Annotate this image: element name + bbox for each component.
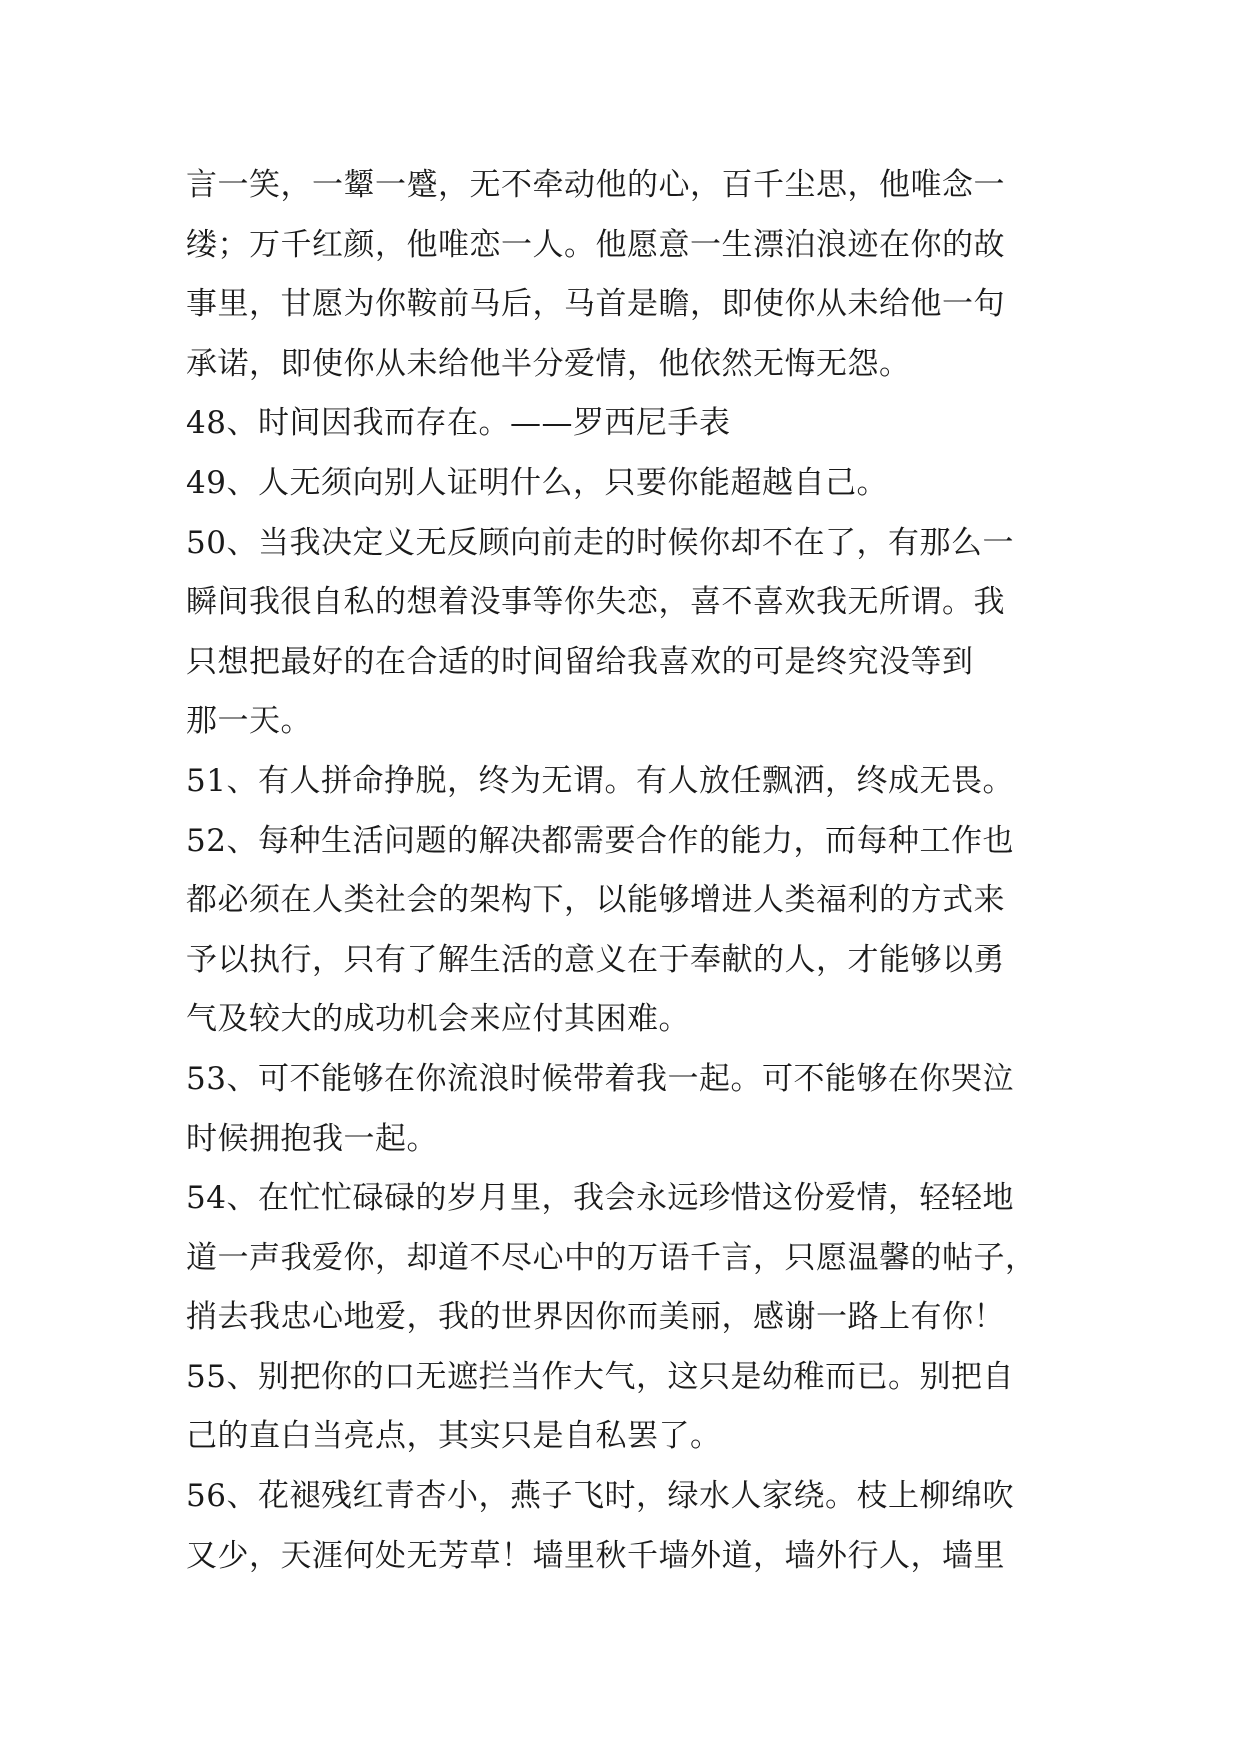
text-line: 言一笑，一颦一蹙，无不牵动他的心，百千尘思，他唯念一 [186, 167, 1005, 203]
text-line: 52、每种生活问题的解决都需要合作的能力，而每种工作也 [186, 822, 1014, 859]
text-line: 承诺，即使你从未给他半分爱情，他依然无悔无怨。 [186, 345, 911, 382]
text-line: 又少，天涯何处无芳草！墙里秋千墙外道，墙外行人，墙里 [186, 1537, 1005, 1574]
text-line: 气及较大的成功机会来应付其困难。 [186, 1001, 690, 1038]
text-line: 48、时间因我而存在。——罗西尼手表 [186, 405, 731, 442]
text-line: 56、花褪残红青杏小，燕子飞时，绿水人家绕。枝上柳绵吹 [186, 1478, 1014, 1515]
text-line: 己的直白当亮点，其实只是自私罢了。 [186, 1418, 722, 1455]
text-line: 只想把最好的在合适的时间留给我喜欢的可是终究没等到 [186, 643, 974, 680]
text-line: 捎去我忠心地爱，我的世界因你而美丽，感谢一路上有你！ [186, 1299, 1005, 1336]
text-line: 予以执行，只有了解生活的意义在于奉献的人，才能够以勇 [186, 941, 1005, 978]
text-line: 那一天。 [186, 703, 312, 740]
text-line: 缕；万千红颜，他唯恋一人。他愿意一生漂泊浪迹在你的故 [186, 226, 1005, 263]
text-line: 51、有人拼命挣脱，终为无谓。有人放任飘洒，终成无畏。 [186, 762, 1014, 799]
text-line: 事里，甘愿为你鞍前马后，马首是瞻，即使你从未给他一句 [186, 286, 1005, 323]
text-line: 道一声我爱你，却道不尽心中的万语千言，只愿温馨的帖子， [186, 1239, 1037, 1276]
document-body [186, 156, 1066, 1586]
text-line: 53、可不能够在你流浪时候带着我一起。可不能够在你哭泣 [186, 1060, 1014, 1097]
text-line: 54、在忙忙碌碌的岁月里，我会永远珍惜这份爱情，轻轻地 [186, 1180, 1014, 1217]
text-line: 时候拥抱我一起。 [186, 1120, 438, 1157]
text-line: 瞬间我很自私的想着没事等你失恋，喜不喜欢我无所谓。我 [186, 584, 1005, 621]
text-line: 50、当我决定义无反顾向前走的时候你却不在了，有那么一 [186, 524, 1014, 561]
text-line: 49、人无须向别人证明什么，只要你能超越自己。 [186, 464, 888, 501]
text-line: 55、别把你的口无遮拦当作大气，这只是幼稚而已。别把自 [186, 1358, 1014, 1395]
text-line: 都必须在人类社会的架构下，以能够增进人类福利的方式来 [186, 882, 1005, 919]
